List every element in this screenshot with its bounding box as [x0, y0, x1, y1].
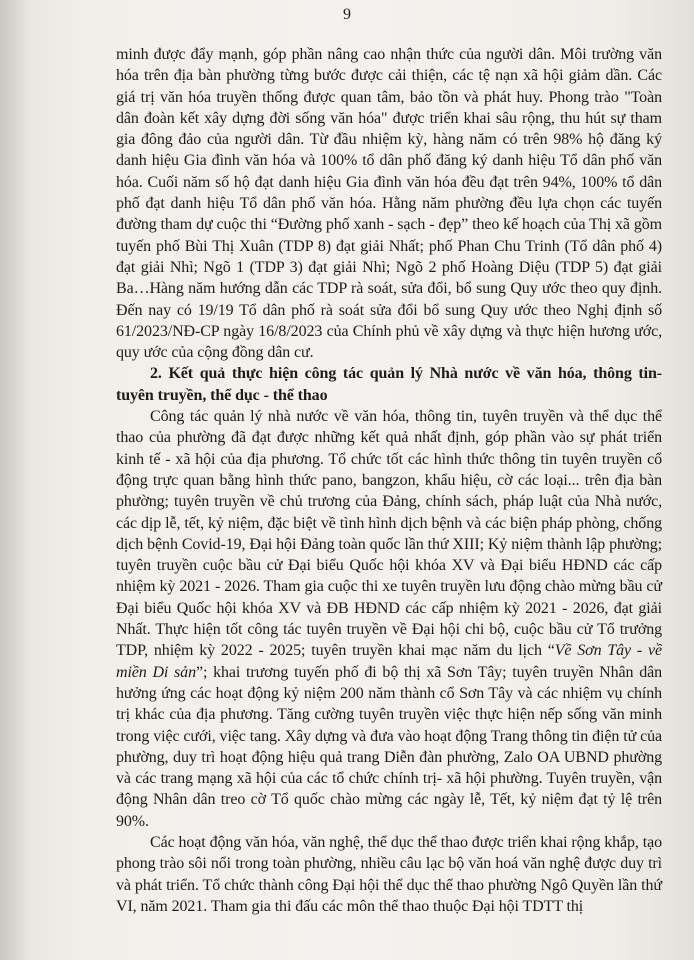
page-shadow: [0, 0, 30, 960]
section-heading-2: 2. Kết quả thực hiện công tác quản lý Nhà nước về văn hóa, thông tin- tuyên truyền, thể dục - thể thao: [116, 365, 662, 404]
page-number: 9: [343, 6, 351, 23]
paragraph-2: [116, 406, 662, 832]
paragraph-2-italic-slogan: Về Sơn Tây - về miền Di sản: [116, 642, 662, 681]
paragraph-1: minh được đẩy mạnh, góp phần nâng cao nhận thức của người dân. Môi trường văn hóa trên địa bàn phường từng bước được cải thiện, các tệ nạn xã hội giảm dần. Các giá trị văn hóa truyền thống được quan tâm, bảo tồn và phát huy. Phong trào "Toàn dân đoàn kết xây dựng đời sống văn hóa" được triển khai sâu rộng, thu hút sự tham gia đông đảo của người dân. Từ đầu nhiệm kỳ, hàng năm có trên 98% hộ đăng ký danh hiệu Gia đình văn hóa và 100% tổ dân phố đăng ký danh hiệu Tổ dân phố văn hóa. Cuối năm số hộ đạt danh hiệu Gia đình văn hóa đều đạt trên 94%, 100% tổ dân phố đạt danh hiệu Tổ dân phố văn hóa. Hằng năm phường đều lựa chọn các tuyến đường tham dự cuộc thi “Đường phố xanh - sạch - đẹp” theo kế hoạch của Thị xã gồm tuyến phố Bùi Thị Xuân (TDP 8) đạt giải Nhất; phố Phan Chu Trinh (Tổ dân phố 4) đạt giải Nhì; Ngõ 1 (TDP 3) đạt giải Nhì; Ngõ 2 phố Hoàng Diệu (TDP 5) đạt giải Ba…Hàng năm hướng dẫn các TDP rà soát, sửa đổi, bổ sung Quy ước theo quy định. Đến nay có 19/19 Tổ dân phố rà soát sửa đổi bổ sung Quy ước theo Nghị định số 61/2023/NĐ-CP ngày 16/8/2023 của Chính phủ về xây dựng và thực hiện hương ước, quy ước của cộng đồng dân cư.: [116, 46, 662, 362]
document-body: [116, 44, 662, 917]
paragraph-2-part-b: ”; khai trương tuyến phố đi bộ thị xã Sơn Tây; tuyên truyền Nhân dân hưởng ứng các hoạt động kỷ niệm 200 năm thành cổ Sơn Tây và các nhiệm vụ chính trị khác của địa phương. Tăng cường tuyên truyền việc thực hiện nếp sống văn minh trong việc cưới, việc tang. Xây dựng và đưa vào hoạt động Trang thông tin điện tử của phường, duy trì hoạt động hiệu quả trang Diễn đàn phường, Zalo OA UBND phường và các trang mạng xã hội của các tổ chức chính trị- xã hội phường. Tuyên truyền, vận động Nhân dân treo cờ Tổ quốc chào mừng các ngày lễ, Tết, kỷ niệm đạt tỷ lệ trên 90%.: [116, 663, 662, 830]
paragraph-2-part-a: Công tác quản lý nhà nước về văn hóa, thông tin, tuyên truyền và thể dục thể thao của phường đã đạt được những kết quả nhất định, góp phần vào sự phát triển kinh tế - xã hội của địa phương. Tổ chức tốt các hình thức thông tin tuyên truyền cổ động trực quan bằng hình thức pano, bangzon, khẩu hiệu, cờ các loại... trên địa bàn phường; tuyên truyền về chủ trương của Đảng, chính sách, pháp luật của Nhà nước, các dịp lễ, tết, kỷ niệm, đặc biệt về tình hình dịch bệnh và các biện pháp phòng, chống dịch bệnh Covid-19, Đại hội Đảng toàn quốc lần thứ XIII; Kỷ niệm thành lập phường; tuyên truyền cuộc bầu cử Đại biểu Quốc hội khóa XV và Đại biểu HĐND các cấp nhiệm kỳ 2021 - 2026. Tham gia cuộc thi xe tuyên truyền lưu động chào mừng bầu cử Đại biểu Quốc hội khóa XV và ĐB HĐND các cấp nhiệm kỳ 2021 - 2026, đạt giải Nhất. Thực hiện tốt công tác tuyên truyền về Đại hội chi bộ, cuộc bầu cử Tổ trưởng TDP, nhiệm kỳ 2022 - 2025; tuyên truyền khai mạc năm du lịch “: [116, 408, 662, 660]
paragraph-3: Các hoạt động văn hóa, văn nghệ, thể dục thể thao được triển khai rộng khắp, tạo phong trào sôi nổi trong toàn phường, nhiều câu lạc bộ văn hoá văn nghệ được duy trì và phát triển. Tổ chức thành công Đại hội thể dục thể thao phường Ngô Quyền lần thứ VI, năm 2021. Tham gia thi đấu các môn thể thao thuộc Đại hội TDTT thị: [116, 833, 662, 915]
